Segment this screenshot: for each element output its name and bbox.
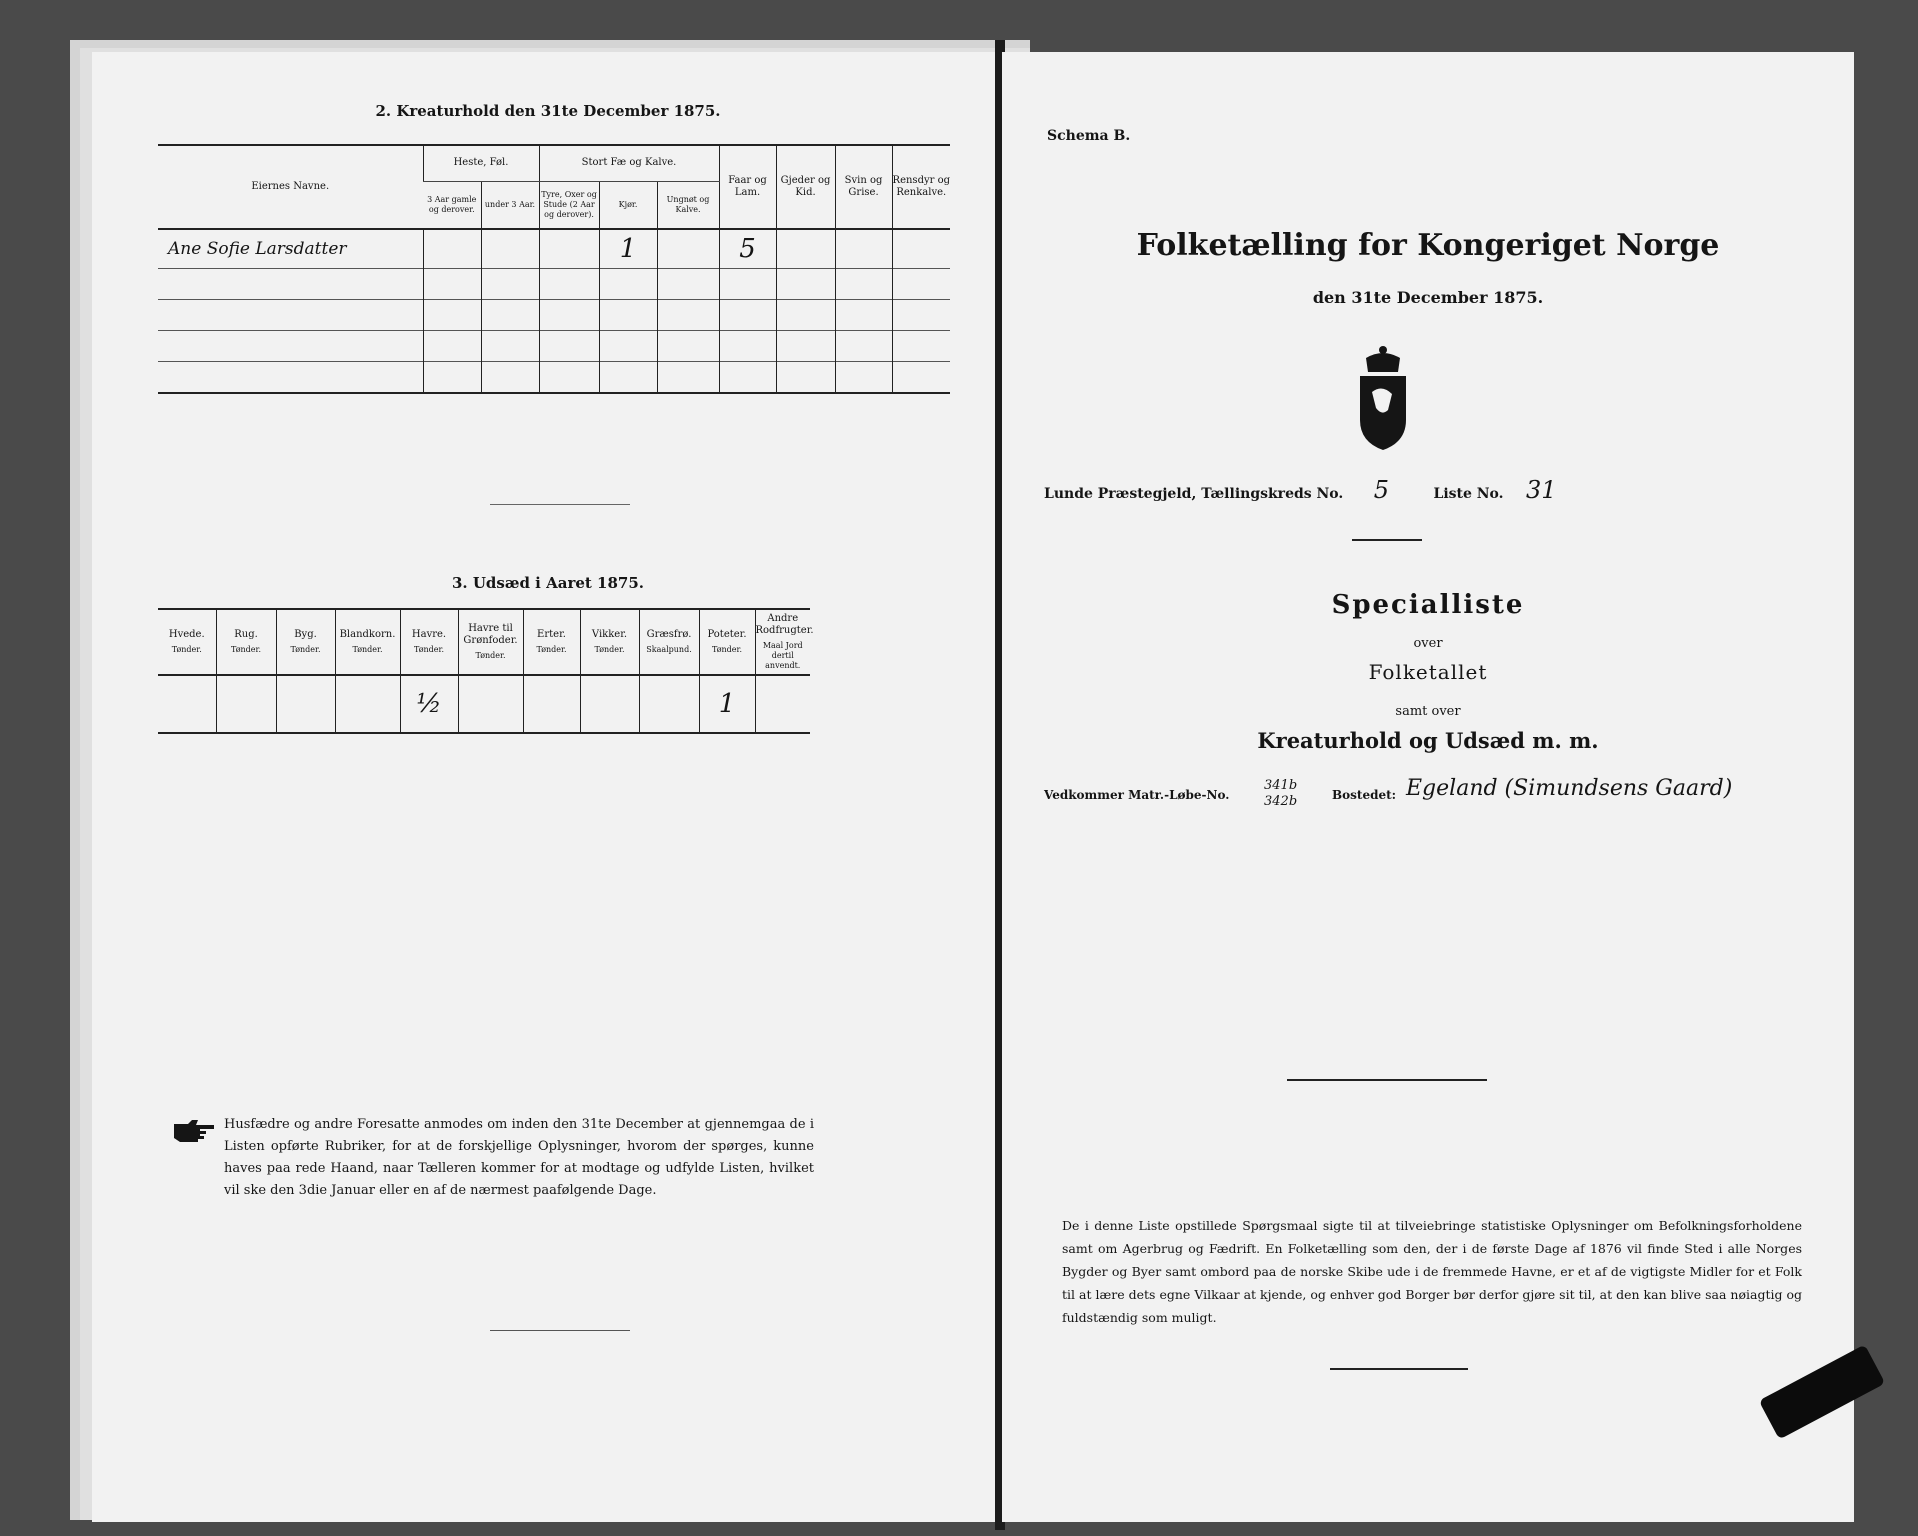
main-subtitle: den 31te December 1875. [1312,288,1544,307]
sowing-header-unit: Tønder. [290,645,321,654]
kjor-value: 1 [619,234,637,264]
left-page [92,52,1004,1522]
divider [1330,1368,1468,1370]
sowing-header-unit: Tønder. [536,645,567,654]
sowing-header [400,609,458,675]
liste-label: Liste No. [1433,486,1504,502]
owner-header: Eiernes Navne. [251,181,330,192]
poteter-value: 1 [718,689,736,719]
table-row [158,229,950,269]
parish-line [1044,476,1557,504]
cattle-b-header: Kjør. [599,181,657,229]
sowing-header [276,609,335,675]
owner-name: Ane Sofie Larsdatter [168,239,347,259]
sowing-header [335,609,400,675]
sowing-header [158,609,216,675]
kreds-number: 5 [1373,476,1390,504]
cattle-a-header: Tyre, Oxer og Stude (2 Aar og derover). [539,181,599,229]
livestock-table [158,144,950,394]
sowing-header [523,609,580,675]
sowing-header [755,609,814,675]
sowing-header-name: Poteter. [707,629,747,640]
table-row [158,362,950,394]
sowing-header-name: Havre. [411,629,447,640]
faar-value: 5 [739,234,756,264]
matr-value-2: 342b [1264,794,1298,809]
sowing-header-unit: Tønder. [475,651,506,660]
sowing-header-unit: Maal Jord dertil anvendt. [762,641,803,670]
sowing-header-unit: Tønder. [594,645,625,654]
parish-label: Lunde Præstegjeld, Tællingskreds No. [1044,486,1344,502]
sowing-header-name: Græsfrø. [646,629,692,640]
cattle-header: Stort Fæ og Kalve. [539,145,719,181]
right-page [1002,52,1854,1522]
liste-number: 31 [1525,476,1557,504]
bosted-label: Bostedet: [1332,788,1397,802]
matr-label: Vedkommer Matr.-Løbe-No. [1044,788,1230,802]
sowing-header [580,609,639,675]
schema-label: Schema B. [1047,128,1131,144]
folketallet-label: Folketallet [1368,660,1488,684]
sowing-header-name: Erter. [537,629,566,640]
havre-value: ½ [416,689,442,719]
sowing-header-name: Havre til Grønfoder. [463,623,518,646]
sowing-header-name: Rug. [234,629,258,640]
table-row [158,300,950,331]
sowing-header-name: Byg. [294,629,317,640]
pointing-hand-icon [172,1118,216,1144]
sowing-header [699,609,755,675]
sheep-header: Faar og Lam. [719,145,776,229]
sowing-header-unit: Tønder. [352,645,383,654]
samt-over-label: samt over [1395,704,1461,719]
table-row [158,269,950,300]
sowing-header-name: Blandkorn. [339,629,396,640]
footer-text: De i denne Liste opstillede Spørgsmaal sigte til at tilveiebringe statistiske Oplysninger om Befolkningsforholdene samt om Agerbrug og Fædrift. En Folketælling som den, der i de første Dage af 1876 vil finde Sted i alle Norges Bygder og Byer samt ombord paa de norske Skibe ude i de fremmede Havne, er et af de vigtigste Midler for et Folk til at lære dets egne Vilkaar at kjende, og enhver god Borger bør derfor gjøre sit til, at den kan blive saa nøiagtig og fuldstændig som muligt. [1062,1218,1802,1325]
specialliste-title: Specialliste [1331,590,1525,620]
sowing-header-name: Hvede. [168,629,205,640]
sowing-table [158,608,814,734]
over-label: over [1413,636,1443,651]
divider [490,504,630,505]
sowing-header-name: Vikker. [591,629,628,640]
pigs-header: Svin og Grise. [835,145,892,229]
horses-a-header: 3 Aar gamle og derover. [427,194,477,214]
sowing-header-unit: Tønder. [171,645,202,654]
sowing-header [216,609,276,675]
sowing-header [458,609,523,675]
sowing-header-unit: Skaalpund. [646,645,692,654]
bosted-value: Egeland (Simundsens Gaard) [1406,776,1733,801]
goats-header: Gjeder og Kid. [776,145,835,229]
kreatur-label: Kreaturhold og Udsæd m. m. [1257,728,1599,753]
main-title: Folketælling for Kongeriget Norge [1136,228,1720,263]
note-text: Husfædre og andre Foresatte anmodes om inden den 31te December at gjennemgaa de i Listen opførte Rubriker, for at de forskjellige Oplysninger, hvorom der spørges, kunne haves paa rede Haand, naar Tælleren kommer for at modtage og udfylde Listen, hvilket vil ske den 3die Januar eller en af de nærmest paafølgende Dage. [224,1117,814,1198]
divider [490,1330,630,1331]
sowing-header-name: Andre Rodfrugter. [755,613,814,636]
matr-line [1044,776,1844,816]
divider [1352,539,1422,541]
cattle-c-header: Ungnøt og Kalve. [657,181,719,229]
table-row [158,331,950,362]
matr-value-1: 341b [1264,778,1298,793]
table-row [158,675,810,733]
section3-title: 3. Udsæd i Aaret 1875. [451,574,645,592]
sowing-header-unit: Tønder. [413,645,445,654]
horses-b-header: under 3 Aar. [481,181,539,229]
coat-of-arms-icon [1348,344,1418,452]
divider [1287,1079,1487,1081]
sowing-header-unit: Tønder. [230,645,262,654]
sowing-header [639,609,699,675]
reindeer-header: Rensdyr og Renkalve. [892,145,950,229]
horses-header: Heste, Føl. [423,145,539,181]
section2-title: 2. Kreaturhold den 31te December 1875. [375,102,721,120]
sowing-header-unit: Tønder. [711,645,743,654]
